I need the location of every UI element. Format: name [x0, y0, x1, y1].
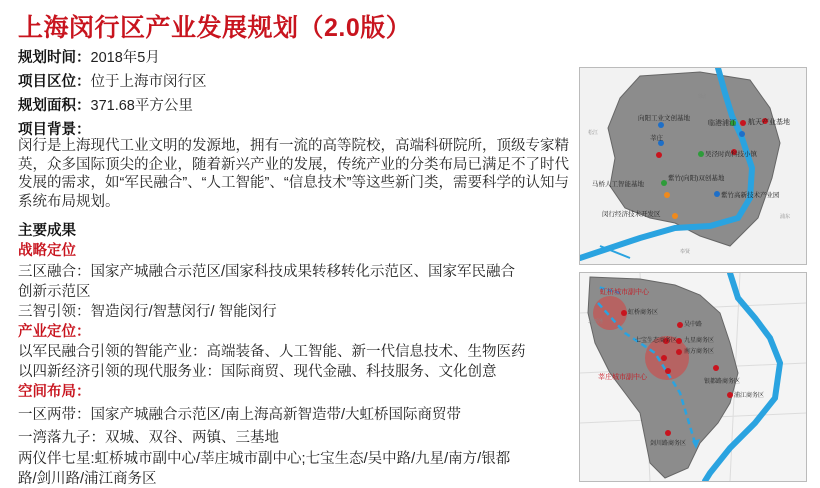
map-label: 浦东 [780, 214, 791, 220]
map-label: 南方商务区 [684, 349, 715, 355]
map-graphic [580, 273, 806, 481]
strategy-line-1-cont: 创新示范区 [18, 284, 91, 300]
meta-location [18, 70, 207, 91]
map-label: 临港浦江 [708, 120, 736, 127]
background-text: 闵行是上海现代工业文明的发源地，拥有一流的高等院校，高端科研院所，顶级专家精英，众多国际顶尖的企业，随着新兴产业的发展，传统产业的分类布局已满足不了时代发展的需求，如“军民融合”、“人工智能”、“信息技术”等这些新门类，需要科学的认知与系统布局规划。 [18, 138, 569, 210]
map-label: 奉贤 [680, 249, 691, 255]
map-label: 航天产业基地 [748, 119, 790, 126]
background-heading: 项目背景： [18, 122, 91, 138]
map-label: 吴中路 [684, 322, 703, 328]
map-label: 紫竹(向阳)双创基地 [668, 175, 725, 182]
spatial-structure-map [579, 272, 807, 482]
spatial-line-2: 一湾落九子：双城、双谷、两镇、三基地 [18, 430, 279, 446]
map-label: 虹桥城市副中心 [600, 289, 649, 296]
map-label: 浦江商务区 [734, 393, 765, 399]
strategy-line-2: 三智引领：智造闵行/智慧闵行/ 智能闵行 [18, 304, 277, 320]
meta-area [18, 94, 193, 115]
map-label: 剑川路商务区 [650, 441, 687, 447]
spatial-line-3: 两仪伴七星:虹桥城市副中心/莘庄城市副中心;七宝生态/吴中路/九星/南方/银都 [18, 451, 511, 467]
map-label: 松江 [588, 130, 599, 136]
meta-value: 位于上海市闵行区 [90, 74, 207, 90]
map-label: 银都路商务区 [704, 379, 741, 385]
map-label: 徐汇 [698, 94, 709, 100]
map-label: 向阳工业文创基地 [638, 115, 690, 122]
map-label: 七宝生态商务区 [635, 338, 678, 344]
meta-value: 371.68平方公里 [90, 98, 193, 114]
strategy-line-1: 三区融合：国家产城融合示范区/国家科技成果转移转化示范区、国家军民融合 [18, 264, 516, 280]
meta-planning-time [18, 46, 160, 67]
strategy-heading: 战略定位 [18, 243, 76, 259]
industry-line-2: 以四新经济引领的现代服务业：国际商贸、现代金融、科技服务、文化创意 [18, 364, 497, 380]
industry-layout-map [579, 67, 807, 265]
spatial-heading: 空间布局： [18, 384, 91, 400]
meta-label: 规划面积： [18, 98, 91, 114]
spatial-line-1: 一区两带：国家产城融合示范区/南上海高新智造带/大虹桥国际商贸带 [18, 407, 462, 423]
map-label: 吴泾时尚科技小镇 [705, 151, 757, 158]
spatial-line-3-cont: 路/剑川路/浦江商务区 [18, 471, 157, 487]
map-label: 闵行经济技术开发区 [602, 211, 661, 218]
map-label: 北新泾 [588, 319, 604, 325]
map-label: 马桥人工智能基地 [592, 181, 644, 188]
industry-line-1: 以军民融合引领的智能产业：高端装备、人工智能、新一代信息技术、生物医药 [18, 344, 526, 360]
meta-value: 2018年5月 [90, 50, 160, 66]
meta-label: 规划时间： [18, 50, 91, 66]
map-label: 莘庄城市副中心 [598, 374, 647, 381]
map-label: 紫竹高新技术产业园 [721, 192, 780, 199]
map-label: 虹桥商务区 [628, 310, 659, 316]
page-title: 上海闵行区产业发展规划（2.0版） [18, 14, 412, 42]
map-label: 九星商务区 [684, 338, 715, 344]
map-graphic [580, 68, 806, 264]
industry-heading: 产业定位： [18, 324, 91, 340]
map-label: 莘庄 [650, 135, 663, 142]
meta-label: 项目区位： [18, 74, 91, 90]
results-heading: 主要成果 [18, 223, 76, 239]
